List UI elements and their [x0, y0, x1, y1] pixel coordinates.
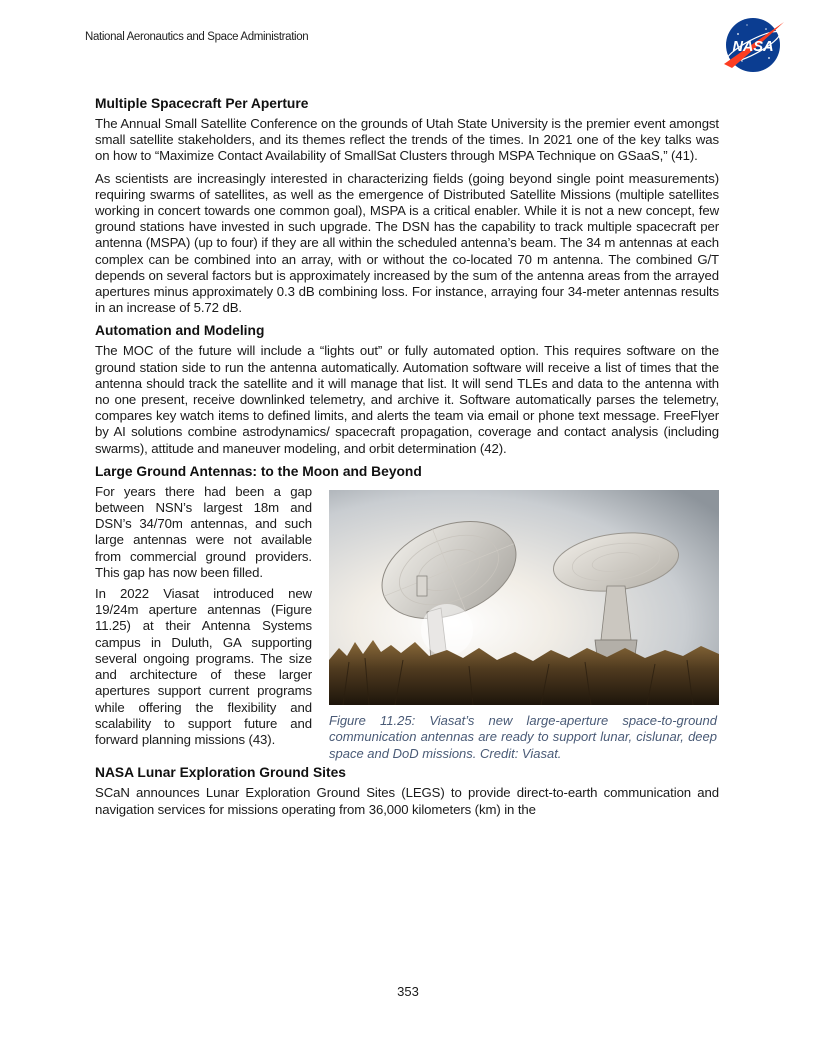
page-body [95, 95, 719, 824]
paragraph: In 2022 Viasat introduced new 19/24m aperture antennas (Figure 11.25) at their Antenna Systems campus in Duluth, GA supporting several ongoing programs. The size and architecture of these larger apertures support current programs while offering the flexibility and scalability to support future and forward planning missions (43). [95, 586, 312, 747]
section-heading: NASA Lunar Exploration Ground Sites [95, 765, 346, 781]
paragraph: As scientists are increasingly interested in characterizing fields (going beyond single point measurements) requiring swarms of satellites, as well as the emergence of Distributed Satellite Missions (multiple satellites working in concert towards one common goal), MSPA is a critical enabler. While it is not a new concept, few ground stations have invested in such upgrade. The DSN has the capability to track multiple spacecraft per antenna (MSPA) (up to four) if they are all within the scheduled antenna’s beam. The 34 m antennas at each complex can be combined into an array, with or without the co-located 70 m antenna. The combined G/T depends on several factors but is approximately increased by the sum of the antenna areas from the arrayed apertures minus approximately 0.3 dB combining loss. For instance, arraying four 34-meter antennas results in an increase of 5.72 dB. [95, 170, 719, 316]
logo-text: NASA [732, 39, 774, 55]
figure [329, 490, 719, 763]
figure-wrap-block [95, 483, 719, 761]
figure-caption: Figure 11.25: Viasat’s new large-aperture space-to-ground communication antennas are ready to support lunar, cislunar, deep space and DoD missions. Credit: Viasat. [329, 712, 717, 761]
section-heading: Large Ground Antennas: to the Moon and Beyond [95, 463, 422, 479]
page-number: 353 [397, 984, 419, 999]
paragraph: For years there had been a gap between NSN’s largest 18m and DSN’s 34/70m antennas, and such large antennas were not available from commercial ground providers. This gap has now been filled. [95, 483, 312, 580]
agency-name: National Aeronautics and Space Administration [85, 31, 309, 43]
section-heading: Automation and Modeling [95, 323, 265, 339]
antenna-photo [329, 490, 719, 705]
nasa-logo [720, 14, 786, 74]
paragraph: The MOC of the future will include a “lights out” or fully automated option. This requires software on the ground station side to run the antenna automatically. Automation software will receive a list of times that the antenna should track the satellite and it will manage that list. It will send TLEs and data to the antenna with no one present, receive downlinked telemetry, and archive it. Software automatically parses the telemetry, compares key watch items to defined limits, and alerts the team via email or phone text message. FreeFlyer by AI solutions combine astrodynamics/ spacecraft propagation, coverage and contact analysis (including swarms), attitude and maneuver modeling, and orbit determination (42). [95, 343, 719, 456]
section-heading: Multiple Spacecraft Per Aperture [95, 96, 309, 111]
paragraph: The Annual Small Satellite Conference on the grounds of Utah State University is the premier event amongst small satellite stakeholders, and its themes reflect the trends of the times. In 2021 one of the key talks was on how to “Maximize Contact Availability of SmallSat Clusters through MSPA Technique on GSaaS,” (41). [95, 116, 719, 164]
paragraph: SCaN announces Lunar Exploration Ground Sites (LEGS) to provide direct-to-earth communication and navigation services for missions operating from 36,000 kilometers (km) in the [95, 785, 719, 817]
